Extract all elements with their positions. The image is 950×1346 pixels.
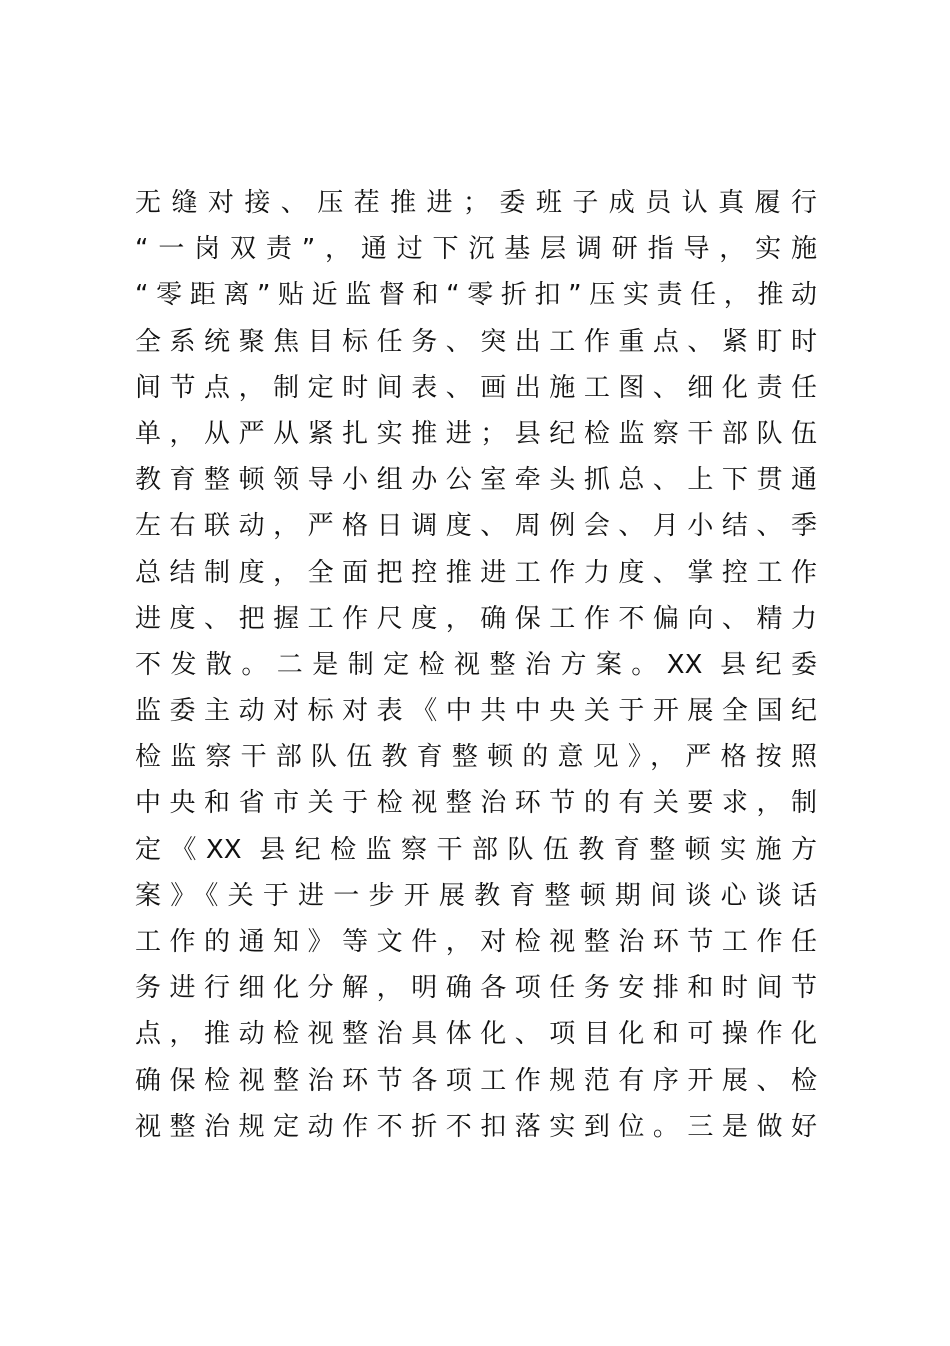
text-line: 定《XX 县纪检监察干部队伍教育整顿实施方	[135, 834, 817, 865]
text-line: 进度、把握工作尺度，确保工作不偏向、精力	[135, 603, 817, 634]
text-line: 全系统聚焦目标任务、突出工作重点、紧盯时	[135, 326, 817, 357]
text-line: “零距离”贴近监督和“零折扣”压实责任，推动	[135, 280, 817, 311]
text-line: 总结制度，全面把控推进工作力度、掌控工作	[135, 557, 817, 588]
text-line: 教育整顿领导小组办公室牵头抓总、上下贯通	[135, 465, 817, 496]
text-line: 无缝对接、压茬推进；委班子成员认真履行	[135, 188, 817, 218]
text-line: 检监察干部队伍教育整顿的意见》，严格按照	[135, 742, 817, 773]
body-paragraph	[135, 180, 817, 1150]
text-line: 点，推动检视整治具体化、项目化和可操作化	[135, 1019, 817, 1050]
text-line: 不发散。二是制定检视整治方案。XX 县纪委	[135, 649, 817, 680]
text-line: 务进行细化分解，明确各项任务安排和时间节	[135, 973, 817, 1004]
text-line: 中央和省市关于检视整治环节的有关要求，制	[135, 788, 817, 819]
text-line: 确保检视整治环节各项工作规范有序开展、检	[135, 1065, 817, 1096]
text-line: 工作的通知》等文件，对检视整治环节工作任	[135, 927, 817, 957]
text-line: 案》《关于进一步开展教育整顿期间谈心谈话	[135, 880, 817, 911]
text-line: 左右联动，严格日调度、周例会、月小结、季	[135, 511, 817, 542]
text-line: “一岗双责”，通过下沉基层调研指导，实施	[135, 234, 817, 265]
text-line: 间节点，制定时间表、画出施工图、细化责任	[135, 372, 817, 403]
text-line: 单，从严从紧扎实推进；县纪检监察干部队伍	[135, 418, 817, 449]
text-line: 视整治规定动作不折不扣落实到位。三是做好	[135, 1111, 817, 1142]
text-line: 监委主动对标对表《中共中央关于开展全国纪	[135, 696, 817, 727]
